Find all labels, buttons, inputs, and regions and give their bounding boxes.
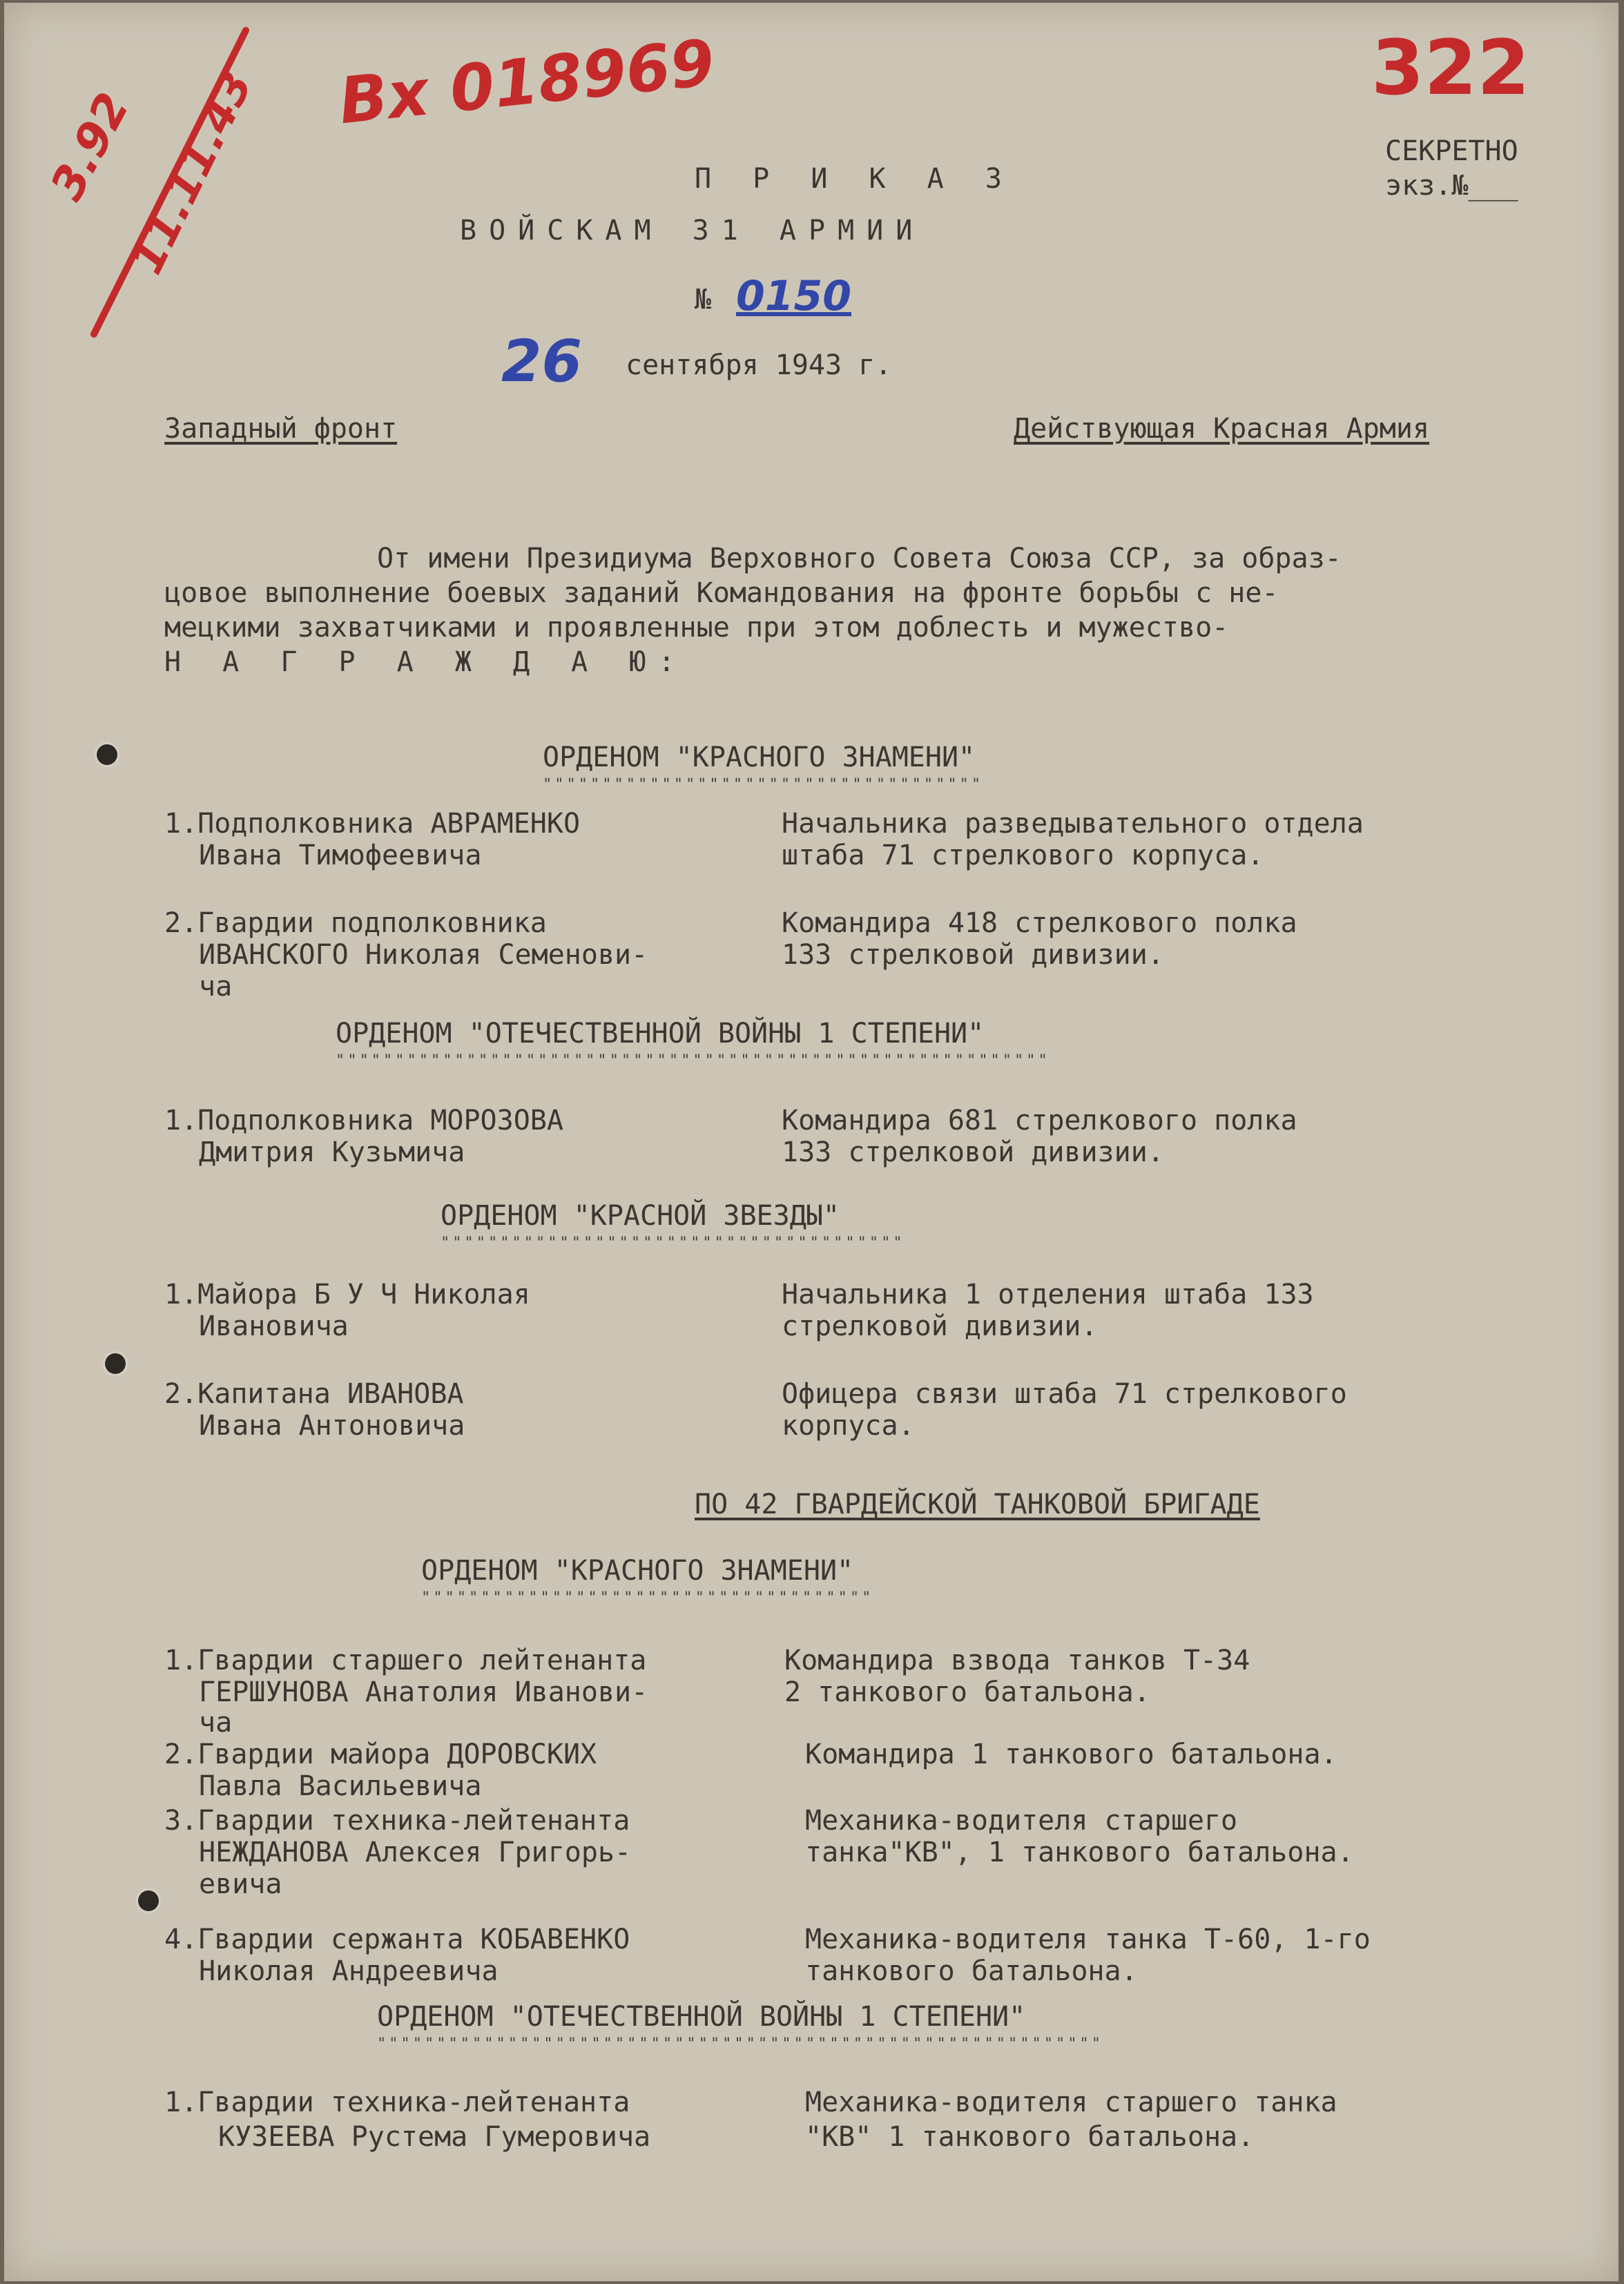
date-day: 26 bbox=[501, 327, 582, 395]
award-name: ИВАНСКОГО Николая Семенови- bbox=[199, 939, 648, 971]
heading-underline: """"""""""""""""""""""""""""""""""""""""""""""""""""""""""""" bbox=[377, 2035, 1103, 2053]
award-role: Механика-водителя старшего bbox=[805, 1805, 1238, 1837]
award-name: евича bbox=[199, 1868, 282, 1900]
award-name: 1.Майора Б У Ч Николая bbox=[164, 1279, 530, 1310]
award-role: штаба 71 стрелкового корпуса. bbox=[782, 840, 1264, 871]
award-role: Командира 681 стрелкового полка bbox=[782, 1105, 1297, 1136]
order-title: П Р И К А З bbox=[695, 163, 1014, 195]
section-heading: ОРДЕНОМ "КРАСНОГО ЗНАМЕНИ" bbox=[543, 742, 976, 773]
margin-note-date: 11.11.43 bbox=[122, 64, 263, 282]
award-role: Начальника разведывательного отдела bbox=[782, 808, 1364, 840]
heading-underline: """""""""""""""""""""""""""""""""""""""""""""""""""""""""""" bbox=[336, 1052, 1050, 1070]
section-heading: ОРДЕНОМ "ОТЕЧЕСТВЕННОЙ ВОЙНЫ 1 СТЕПЕНИ" bbox=[336, 1018, 985, 1049]
preamble-line: цовое выполнение боевых заданий Командования на фронте борьбы с не- bbox=[164, 577, 1279, 609]
section-heading: ОРДЕНОМ "КРАСНОГО ЗНАМЕНИ" bbox=[421, 1555, 854, 1587]
document-sheet bbox=[4, 3, 1618, 2281]
award-role: 133 стрелковой дивизии. bbox=[782, 1136, 1164, 1168]
award-name: 4.Гвардии сержанта КОБАВЕНКО bbox=[164, 1924, 630, 1955]
punch-hole bbox=[105, 1353, 126, 1374]
corner-number: 322 bbox=[1371, 23, 1530, 112]
award-name: 2.Капитана ИВАНОВА bbox=[164, 1378, 464, 1410]
front-label: Западный фронт bbox=[164, 413, 398, 445]
award-role: Начальника 1 отделения штаба 133 bbox=[782, 1279, 1314, 1310]
award-name: 1.Гвардии техника-лейтенанта bbox=[164, 2087, 630, 2118]
award-role: танкового батальона. bbox=[805, 1955, 1138, 1987]
award-role: 133 стрелковой дивизии. bbox=[782, 939, 1164, 971]
copy-number: экз.№___ bbox=[1385, 170, 1518, 202]
date-rest: сентября 1943 г. bbox=[626, 349, 892, 381]
award-role: Офицера связи штаба 71 стрелкового bbox=[782, 1378, 1347, 1410]
award-name: ча bbox=[199, 1707, 233, 1739]
award-name: 1.Гвардии старшего лейтенанта bbox=[164, 1645, 647, 1676]
order-number: 0150 bbox=[736, 272, 851, 320]
heading-underline: """""""""""""""""""""""""""""""""""""" bbox=[421, 1589, 874, 1607]
order-subtitle: ВОЙСКАМ 31 АРМИИ bbox=[460, 215, 925, 246]
award-role: Механика-водителя старшего танка bbox=[805, 2087, 1337, 2118]
award-role: корпуса. bbox=[782, 1410, 915, 1442]
award-name: 3.Гвардии техника-лейтенанта bbox=[164, 1805, 630, 1837]
award-name: Ивана Тимофеевича bbox=[199, 840, 482, 871]
heading-underline: """"""""""""""""""""""""""""""""""""" bbox=[543, 776, 984, 793]
award-name: Ивана Антоновича bbox=[199, 1410, 465, 1442]
award-name: ча bbox=[199, 971, 233, 1003]
award-role: стрелковой дивизии. bbox=[782, 1310, 1098, 1342]
award-name: 1.Подполковника АВРАМЕНКО bbox=[164, 808, 581, 840]
secrecy-label: СЕКРЕТНО bbox=[1385, 135, 1518, 167]
award-name: НЕЖДАНОВА Алексея Григорь- bbox=[199, 1837, 632, 1868]
order-number-prefix: № bbox=[695, 284, 712, 316]
award-name: 2.Гвардии подполковника bbox=[164, 907, 547, 939]
brigade-heading: ПО 42 ГВАРДЕЙСКОЙ ТАНКОВОЙ БРИГАДЕ bbox=[695, 1489, 1260, 1520]
award-name: 2.Гвардии майора ДОРОВСКИХ bbox=[164, 1739, 597, 1770]
award-name: КУЗЕЕВА Рустема Гумеровича bbox=[218, 2121, 651, 2153]
preamble-award: Н А Г Р А Ж Д А Ю: bbox=[164, 646, 688, 678]
punch-hole bbox=[138, 1890, 159, 1911]
award-name: Павла Васильевича bbox=[199, 1770, 482, 1802]
preamble-line: От имени Президиума Верховного Совета Союза ССР, за образ- bbox=[377, 543, 1342, 574]
army-label: Действующая Красная Армия bbox=[1014, 413, 1430, 445]
award-name: Николая Андреевича bbox=[199, 1955, 499, 1987]
punch-hole bbox=[97, 744, 117, 765]
award-role: 2 танкового батальона. bbox=[784, 1676, 1150, 1708]
award-name: 1.Подполковника МОРОЗОВА bbox=[164, 1105, 563, 1136]
award-name: Ивановича bbox=[199, 1310, 349, 1342]
award-name: ГЕРШУНОВА Анатолия Иванови- bbox=[199, 1676, 648, 1708]
margin-note-incoming-number: Вх 018969 bbox=[336, 25, 718, 139]
award-role: Механика-водителя танка Т-60, 1-го bbox=[805, 1924, 1371, 1955]
award-role: "КВ" 1 танкового батальона. bbox=[805, 2121, 1255, 2153]
margin-note-line1: 3.92 bbox=[40, 84, 140, 209]
section-heading: ОРДЕНОМ "ОТЕЧЕСТВЕННОЙ ВОЙНЫ 1 СТЕПЕНИ" bbox=[377, 2001, 1026, 2033]
preamble-line: мецкими захватчиками и проявленные при этом доблесть и мужество- bbox=[164, 612, 1229, 643]
section-heading: ОРДЕНОМ "КРАСНОЙ ЗВЕЗДЫ" bbox=[441, 1200, 840, 1232]
heading-underline: """"""""""""""""""""""""""""""""""""""" bbox=[441, 1235, 905, 1252]
award-role: танка"КВ", 1 танкового батальона. bbox=[805, 1837, 1354, 1868]
award-role: Командира 418 стрелкового полка bbox=[782, 907, 1297, 939]
award-role: Командира взвода танков Т-34 bbox=[784, 1645, 1250, 1676]
award-role: Командира 1 танкового батальона. bbox=[805, 1739, 1337, 1770]
award-name: Дмитрия Кузьмича bbox=[199, 1136, 465, 1168]
